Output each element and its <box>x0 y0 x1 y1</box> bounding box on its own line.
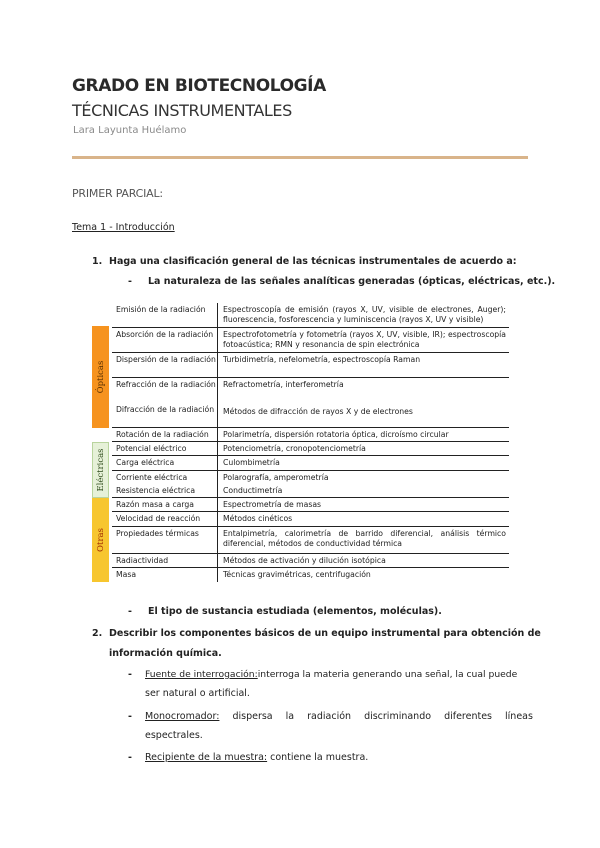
question-2-number: 2. <box>92 628 103 639</box>
question-2-line-2: información química. <box>109 648 222 659</box>
table-row: Resistencia eléctrica Conductimetría <box>112 484 509 498</box>
table-row: Masa Técnicas gravimétricas, centrifugación <box>116 570 371 579</box>
table-row: Propiedades térmicas Entalpimetría, calorimetría de barrido diferencial, análisis térmico diferencial, métodos de conductividad térmica <box>112 527 509 554</box>
document-title: GRADO EN BIOTECNOLOGÍA <box>72 76 326 96</box>
table-row: Razón masa a carga Espectrometría de masas <box>112 498 509 512</box>
group-band-otras: Otras <box>92 498 109 582</box>
table-row: Radiactividad Métodos de activación y dilución isotópica <box>112 554 509 568</box>
table-row: Emisión de la radiación Espectroscopía de emisión (rayos X, UV, visible de electrones, Auger); fluorescencia, fosforescencia y luminiscencia (rayos X, UV y visible) <box>112 303 509 328</box>
topic-heading: Tema 1 - Introducción <box>72 222 175 233</box>
table-row: Potencial eléctrico Potenciometría, cronopotenciometría <box>112 442 509 456</box>
header-divider <box>72 156 528 159</box>
author-name: Lara Layunta Huélamo <box>73 125 187 136</box>
question-1-text: Haga una clasificación general de las técnicas instrumentales de acuerdo a: <box>109 256 517 267</box>
table-row: Corriente eléctrica Polarografía, amperometría <box>116 473 329 482</box>
table-row: Refracción de la radiación Refractometría, interferometría <box>116 380 344 389</box>
document-subtitle: TÉCNICAS INSTRUMENTALES <box>72 101 292 120</box>
question-2-line-1: Describir los componentes básicos de un equipo instrumental para obtención de <box>109 628 541 639</box>
table-row: Absorción de la radiación Espectrofotometría y fotometría (rayos X, UV, visible, IR); espectroscopía fotoacústica; RMN y resonancia de spin electrónica <box>112 328 509 353</box>
question-1-number: 1. <box>92 256 103 267</box>
section-heading: PRIMER PARCIAL: <box>72 187 163 200</box>
table-row: Dispersión de la radiación Turbidimetría, nefelometría, espectroscopía Raman <box>112 353 509 378</box>
table-row: Difracción de la radiación Métodos de difracción de rayos X y de electrones <box>112 403 509 428</box>
table-row: Rotación de la radiación Polarimetría, dispersión rotatoria óptica, dicroísmo circular <box>112 428 509 442</box>
group-band-opticas: Ópticas <box>92 326 109 428</box>
group-band-electricas: Eléctricas <box>92 442 109 498</box>
table-row: Velocidad de reacción Métodos cinéticos <box>112 512 509 527</box>
table-row: Carga eléctrica Culombimetría <box>112 456 509 471</box>
